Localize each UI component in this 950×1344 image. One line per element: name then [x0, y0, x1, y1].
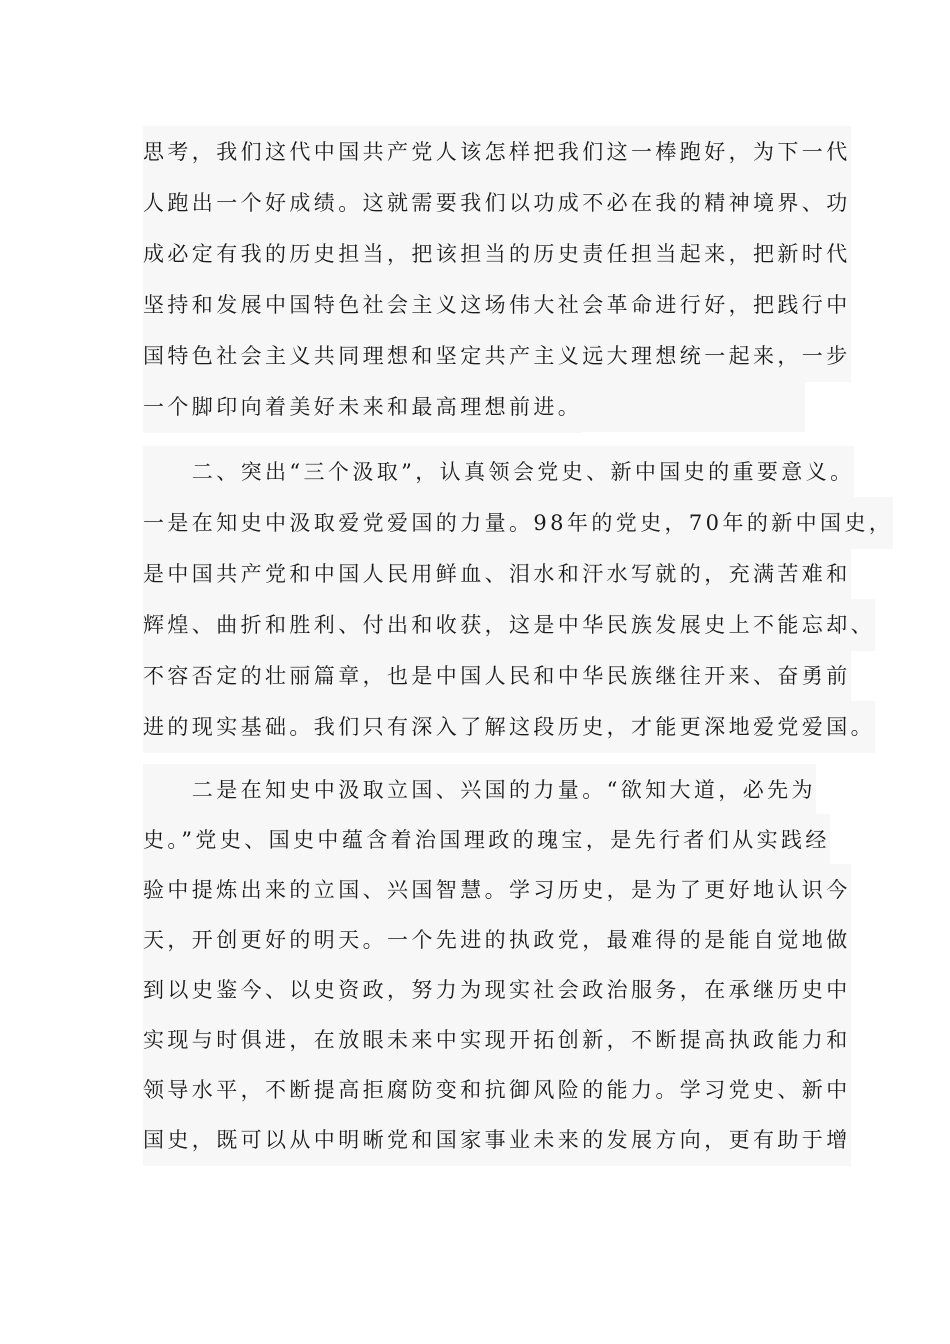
text-line: 国史，既可以从中明晰党和国家事业未来的发展方向，更有助于增: [143, 1114, 851, 1166]
text-line: 辉煌、曲折和胜利、付出和收获，这是中华民族发展史上不能忘却、: [143, 599, 875, 651]
text-line: 思考，我们这代中国共产党人该怎样把我们这一棒跑好，为下一代: [143, 126, 851, 178]
text-line: 到以史鉴今、以史资政，努力为现实社会政治服务，在承继历史中: [143, 964, 851, 1016]
text-line: 人跑出一个好成绩。这就需要我们以功成不必在我的精神境界、功: [143, 177, 851, 229]
text-line: 不容否定的壮丽篇章，也是中国人民和中华民族继往开来、奋勇前: [143, 650, 851, 702]
text-line: 一个脚印向着美好未来和最高理想前进。: [143, 381, 582, 433]
paragraph-2: [143, 446, 894, 752]
text-line: 领导水平，不断提高拒腐防变和抗御风险的能力。学习党史、新中: [143, 1064, 851, 1116]
text-line: 成必定有我的历史担当，把该担当的历史责任担当起来，把新时代: [143, 228, 851, 280]
text-line: 验中提炼出来的立国、兴国智慧。学习历史，是为了更好地认识今: [143, 864, 851, 916]
text-line: 是中国共产党和中国人民用鲜血、泪水和汗水写就的，充满苦难和: [143, 548, 851, 600]
text-line: 一是在知史中汲取爱党爱国的力量。98年的党史，70年的新中国史，: [143, 497, 893, 549]
text-line: 二、突出“三个汲取”，认真领会党史、新中国史的重要意义。: [143, 446, 854, 498]
text-line: 国特色社会主义共同理想和坚定共产主义远大理想统一起来，一步: [143, 330, 851, 382]
paragraph-1: [143, 126, 851, 432]
text-line: 坚持和发展中国特色社会主义这场伟大社会革命进行好，把践行中: [143, 279, 851, 331]
text-line: 二是在知史中汲取立国、兴国的力量。“欲知大道，必先为: [143, 764, 816, 816]
text-line: 天，开创更好的明天。一个先进的执政党，最难得的是能自觉地做: [143, 914, 851, 966]
text-line: 实现与时俱进，在放眼未来中实现开拓创新，不断提高执政能力和: [143, 1014, 851, 1066]
text-line: 史。”党史、国史中蕴含着治国理政的瑰宝，是先行者们从实践经: [143, 814, 830, 866]
text-line: 进的现实基础。我们只有深入了解这段历史，才能更深地爱党爱国。: [143, 701, 875, 753]
paragraph-3: [143, 764, 851, 1166]
